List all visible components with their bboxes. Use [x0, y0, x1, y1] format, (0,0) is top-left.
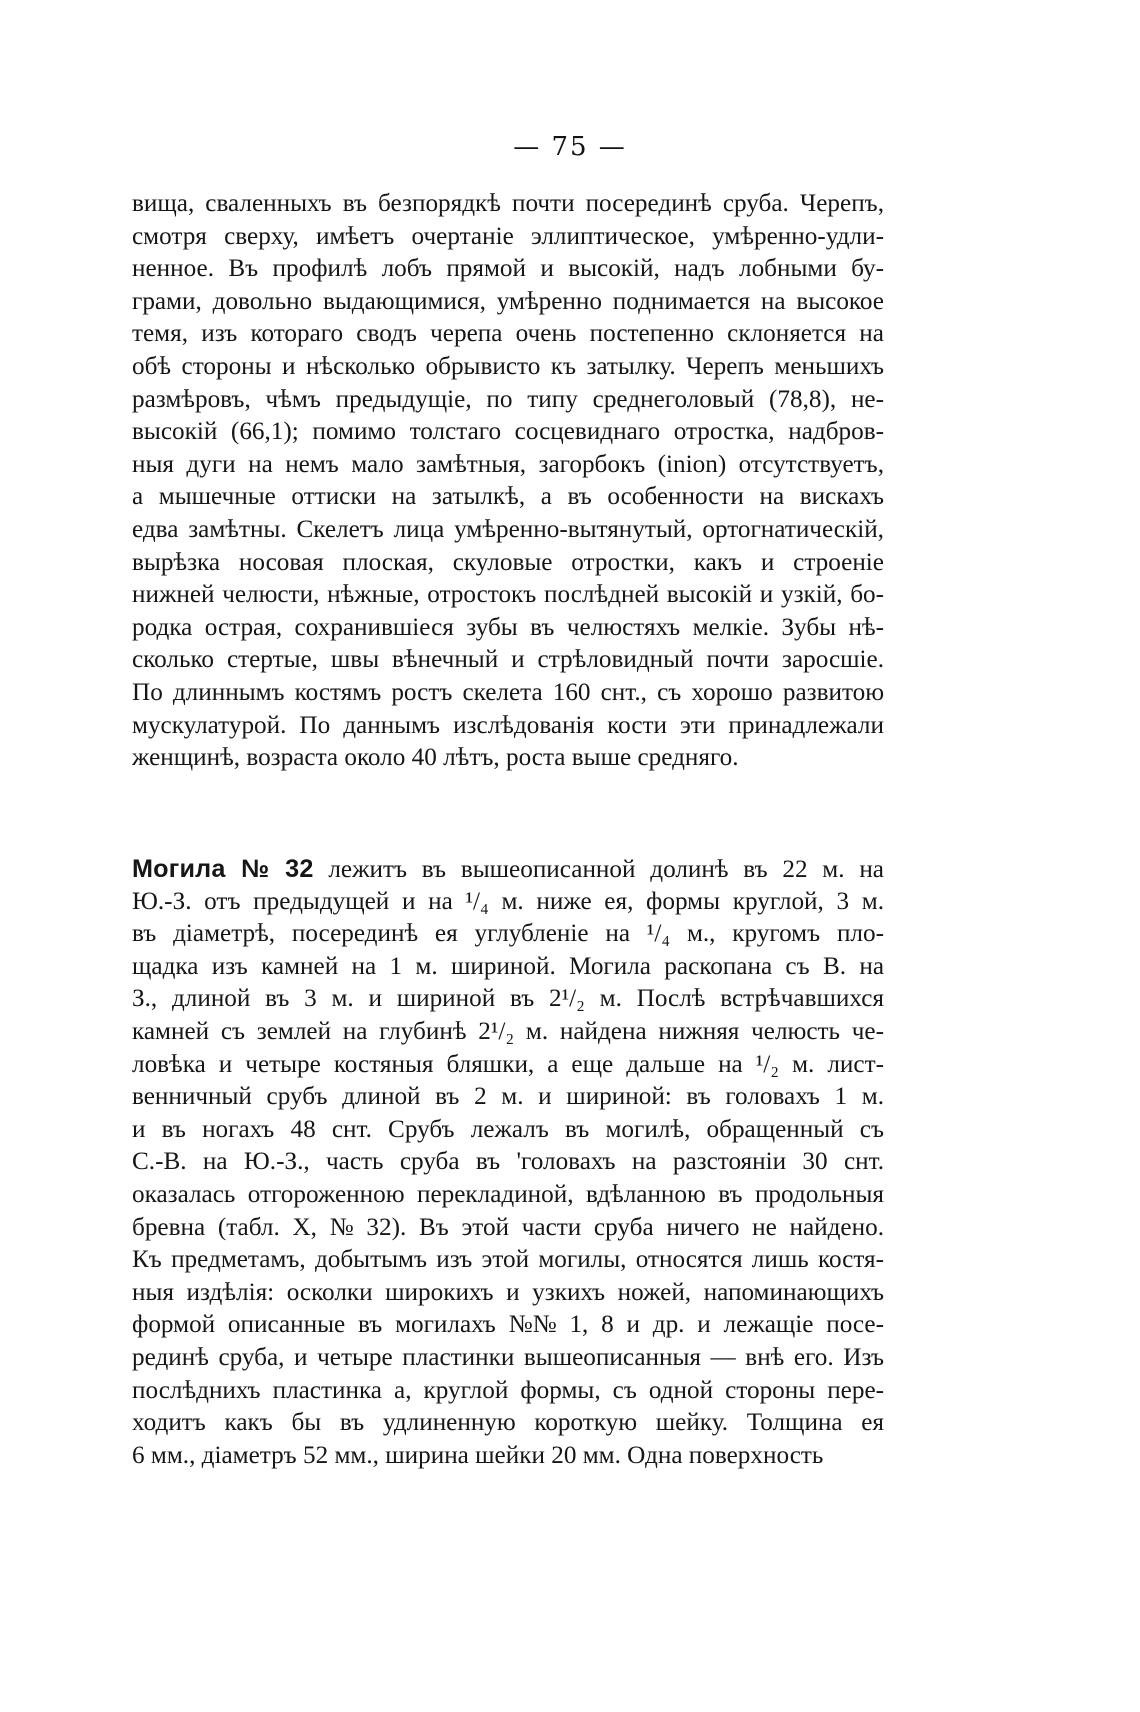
paragraph-1 — [132, 188, 884, 775]
text-line: послѣднихъ пластинка a, круглой формы, съ одной стороны пере- — [132, 1376, 885, 1404]
text-line: щадка изъ камней на 1 м. шириной. Могила раскопана съ В. на — [132, 952, 885, 980]
text-line: женщинѣ, возраста около 40 лѣтъ, роста выше средняго. — [132, 744, 739, 772]
text-line: темя, изъ котораго сводъ черепа очень постепенно склоняется на — [132, 320, 884, 348]
text-line: рединѣ сруба, и четыре пластинки вышеописанныя — внѣ его. Изъ — [132, 1343, 885, 1371]
text-line-first — [132, 853, 884, 886]
text-line: ходитъ какъ бы въ удлиненную короткую шейку. Толщина ея — [132, 1409, 885, 1437]
text-line: ныя издѣлія: осколки широкихъ и узкихъ ножей, напоминающихъ — [132, 1278, 884, 1306]
text-line: вырѣзка носовая плоская, скуловые отростки, какъ и строеніе — [132, 548, 884, 576]
text-line: и въ ногахъ 48 снт. Срубъ лежалъ въ могилѣ, обращенный съ — [132, 1115, 885, 1143]
text-line: ненное. Въ профилѣ лобъ прямой и высокій, надъ лобными бу- — [132, 255, 884, 283]
text-line: вища, сваленныхъ въ безпорядкѣ почти посерединѣ сруба. Черепъ, — [132, 190, 884, 217]
text-line: З., длиной въ 3 м. и шириной въ 2¹/₂ м. Послѣ встрѣчавшихся — [132, 985, 884, 1013]
text-line: высокій (66,1); помимо толстаго сосцевиднаго отростка, надбров- — [132, 418, 884, 446]
paragraph-2 — [132, 853, 884, 1472]
text-line: ныя дуги на немъ мало замѣтныя, загорбокъ (inion) отсутствуетъ, — [132, 450, 884, 478]
text-line: Ю.-З. отъ предыдущей и на ¹/₄ м. ниже ея, формы круглой, 3 м. — [132, 887, 885, 915]
text-line: нижней челюсти, нѣжные, отростокъ послѣдней высокій и узкій, бо- — [132, 581, 885, 609]
text-line: камней съ землей на глубинѣ 2¹/₂ м. найдена нижняя челюсть че- — [132, 1017, 884, 1045]
text-line: Къ предметамъ, добытымъ изъ этой могилы, относятся лишь костя- — [132, 1246, 884, 1274]
text-line: грами, довольно выдающимися, умѣренно поднимается на высокое — [132, 287, 884, 315]
text-line: сколько стертые, швы вѣнечный и стрѣловидный почти заросшіе. — [132, 646, 884, 674]
text-line: 6 мм., діаметръ 52 мм., ширина шейки 20 мм. Одна поверхность — [132, 1441, 824, 1469]
text-line: венничный срубъ длиной въ 2 м. и шириной: въ головахъ 1 м. — [132, 1083, 884, 1111]
text-line: бревна (табл. X, № 32). Въ этой части сруба ничего не найдено. — [132, 1213, 884, 1241]
text-line: мускулатурой. По даннымъ изслѣдованія кости эти принадлежали — [132, 711, 884, 739]
text-line: формой описанные въ могилахъ №№ 1, 8 и др. и лежащіе посе- — [132, 1311, 884, 1339]
text-line: По длиннымъ костямъ ростъ скелета 160 снт., съ хорошо развитою — [132, 678, 885, 706]
text-line: въ діаметрѣ, посерединѣ ея углубленіе на ¹/₄ м., кругомъ пло- — [132, 920, 884, 948]
page-number: — 75 — — [513, 132, 627, 162]
grave-heading: Могила № 32 — [132, 855, 314, 883]
text-line: родка острая, сохранившіеся зубы въ челюстяхъ мелкіе. Зубы нѣ- — [132, 613, 885, 641]
text-line: а мышечные оттиски на затылкѣ, а въ особенности на вискахъ — [132, 483, 884, 511]
text-line: едва замѣтны. Скелетъ лица умѣренно-вытянутый, ортогнатическій, — [132, 515, 884, 543]
text-line-rest: лежитъ въ вышеописанной долинѣ въ 22 м. на — [313, 856, 884, 883]
text-line: размѣровъ, чѣмъ предыдущіе, по типу среднеголовый (78,8), не- — [132, 385, 884, 413]
text-line: обѣ стороны и нѣсколько обрывисто къ затылку. Черепъ меньшихъ — [132, 352, 885, 380]
text-line: смотря сверху, имѣетъ очертаніе эллиптическое, умѣренно-удли- — [132, 222, 884, 250]
text-line: оказалась отгороженною перекладиной, вдѣланною въ продольныя — [132, 1180, 885, 1208]
text-line: С.-В. на Ю.-З., часть сруба въ 'головахъ на разстояніи 30 снт. — [132, 1148, 885, 1176]
text-line: ловѣка и четыре костяныя бляшки, а еще дальше на ¹/₂ м. лист- — [132, 1050, 884, 1078]
